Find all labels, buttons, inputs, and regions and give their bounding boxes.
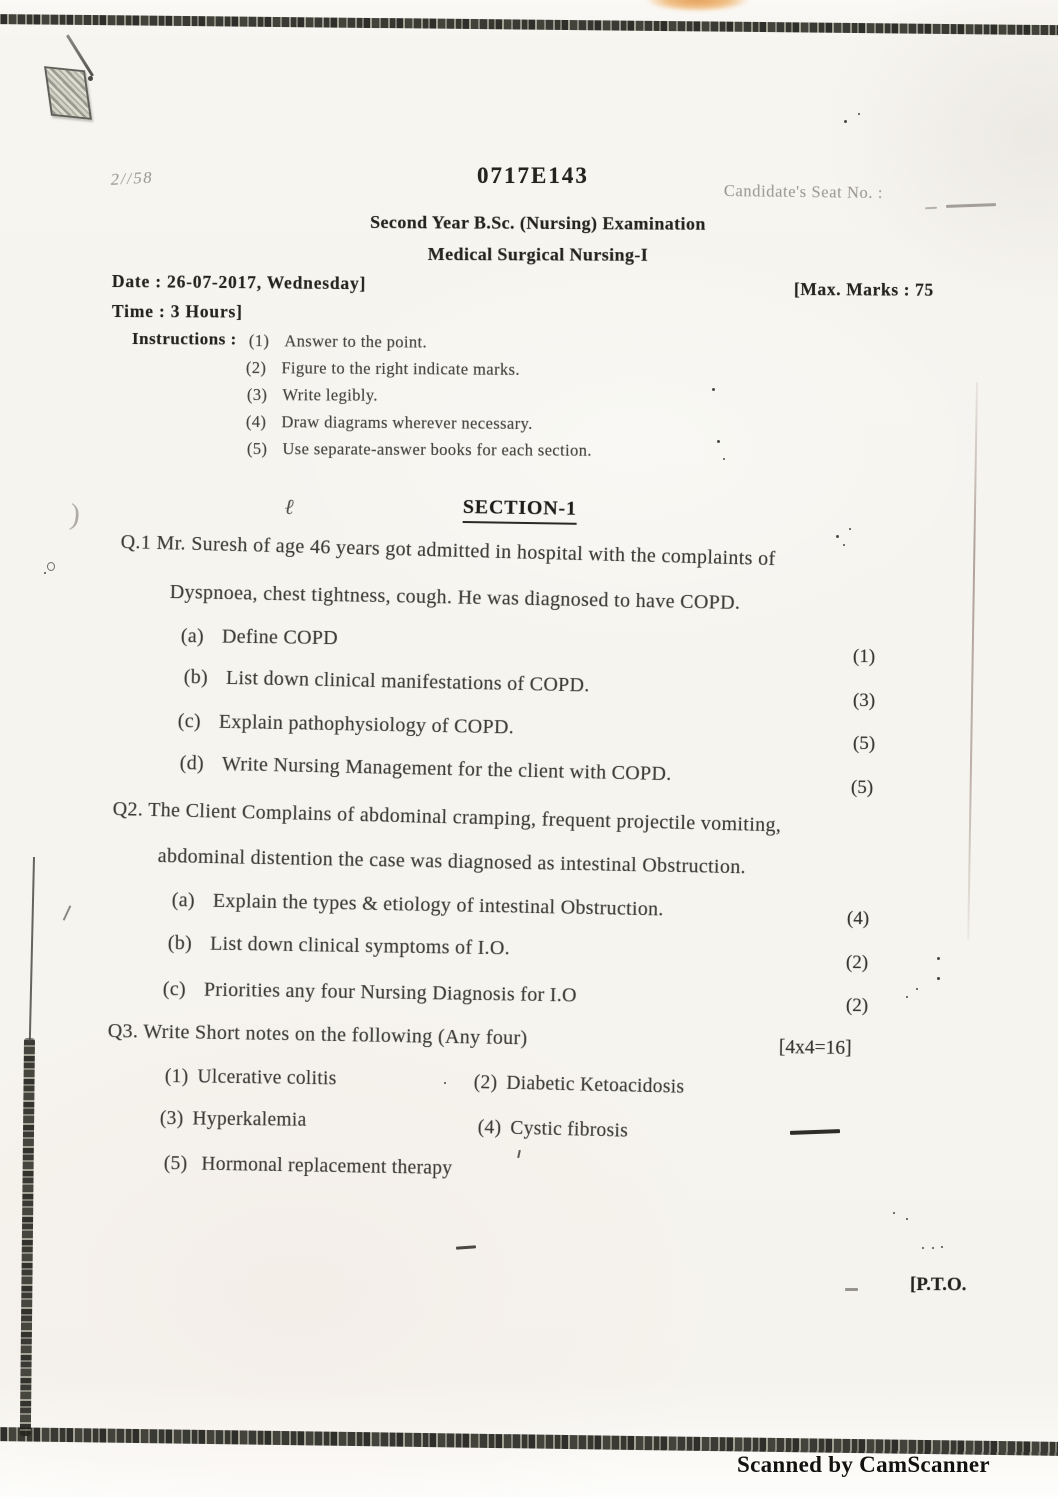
instruction-item [246,412,533,434]
topic-text: Hyperkalemia [192,1108,307,1131]
stray-tick [63,905,72,920]
q3-topic-3 [160,1108,307,1132]
q2-intro-line1: Q2. The Client Complains of abdominal cramping, frequent projectile vomiting, [112,798,782,837]
ink-speck [717,440,720,443]
instruction-num: (1) [248,331,270,351]
q3-topic-4 [477,1117,628,1143]
instruction-item [247,439,592,461]
q1-intro-line2: Dyspnoea, chest tightness, cough. He was diagnosed to have COPD. [169,581,741,614]
topic-num: (3) [159,1108,184,1130]
q3-topic-5 [164,1153,453,1180]
ink-speck [906,996,908,998]
q2-part-b-marks: (2) [845,952,869,974]
paper-code: 0717E143 [477,163,589,188]
scan-top-edge-band [0,14,1058,35]
q1-part-d-marks: (5) [850,777,874,799]
candidate-seat-label: Candidate's Seat No. : [723,181,884,203]
stray-dash [456,1245,476,1249]
stray-ring-mark [47,562,55,571]
q3-intro: Q3. Write Short notes on the following (Any four) [107,1020,528,1050]
q3-marks: [4x4=16] [778,1037,852,1060]
scan-left-edge-band [20,1038,35,1436]
ink-speck [906,1218,908,1220]
camscanner-watermark: Scanned by CamScanner [737,1452,990,1477]
corner-code: 2//58 [109,167,155,190]
ink-speck [444,1082,446,1084]
stray-dash [790,1129,840,1135]
ink-speck [88,76,93,81]
q2-part-b [168,932,510,960]
topic-num: (2) [473,1072,498,1094]
ink-speck [843,544,845,546]
instruction-item [247,385,378,406]
pto-label: [P.T.O. [909,1274,967,1296]
q1-part-b [184,666,590,697]
instruction-text: Figure to the right indicate marks. [281,358,520,379]
q1-part-c [178,710,515,739]
ink-speck [858,113,860,115]
q2-part-c [163,978,577,1008]
instruction-num: (2) [245,358,267,378]
q1-part-b-marks: (3) [852,690,876,712]
section-title: SECTION-1 [463,496,577,525]
dark-corner-patch [44,66,92,120]
topic-text: Diabetic Ketoacidosis [506,1072,685,1098]
exam-title: Second Year B.Sc. (Nursing) Examination [370,212,706,234]
part-label: (c) [177,710,202,733]
exam-date: Date : 26-07-2017, Wednesday] [111,271,367,294]
topic-num: (4) [477,1117,502,1139]
instruction-text: Draw diagrams wherever necessary. [281,412,533,434]
part-label: (b) [183,666,209,689]
ink-speck [941,1246,943,1248]
exam-time: Time : 3 Hours] [111,301,243,322]
q1-part-c-marks: (5) [852,733,876,755]
topic-num: (5) [163,1153,188,1175]
part-label: (c) [162,978,187,1001]
q1-part-a-marks: (1) [852,646,876,668]
q2-part-a-marks: (4) [846,908,870,930]
max-marks: [Max. Marks : 75 [793,279,934,300]
paper-crease-line [967,382,978,940]
orange-stain [645,0,750,12]
stray-dash [845,1288,858,1291]
q2-part-c-marks: (2) [845,995,869,1017]
q1-intro-line1: Q.1 Mr. Suresh of age 46 years got admitted in hospital with the complaints of [120,531,776,571]
topic-text: Hormonal replacement therapy [201,1153,453,1180]
ink-speck [893,1212,895,1214]
ink-speck [712,388,715,391]
ink-speck [937,957,940,960]
scan-left-edge-line [29,857,35,1042]
ink-speck [723,458,725,460]
part-label: (a) [171,889,196,912]
ink-speck [849,528,851,530]
instruction-text: Write legibly. [282,385,378,405]
topic-text: Cystic fibrosis [510,1117,629,1142]
ink-speck [916,988,918,990]
part-text: Write Nursing Management for the client with COPD. [221,752,672,786]
stray-tick [517,1150,521,1158]
part-text: List down clinical manifestations of COPD. [225,666,590,697]
stray-paren-mark: ) [68,497,82,532]
ink-speck [844,120,847,123]
seat-no-dash [946,203,996,207]
q2-intro-line2: abdominal distention the case was diagnosed as intestinal Obstruction. [157,845,747,879]
stray-loop-mark: ℓ [281,493,298,520]
part-label: (b) [167,932,193,955]
part-text: Explain the types & etiology of intestinal Obstruction. [212,889,664,921]
q1-part-a [181,625,338,650]
part-text: Priorities any four Nursing Diagnosis for I.O [203,978,577,1007]
seat-no-dash [925,207,937,210]
instruction-text: Use separate-answer books for each section. [282,439,592,460]
topic-text: Ulcerative colitis [197,1066,337,1090]
ink-speck [836,535,839,538]
subject-title: Medical Surgical Nursing-I [427,244,649,265]
part-label: (d) [179,752,205,775]
topic-num: (1) [164,1066,189,1088]
ink-speck [937,977,940,980]
part-label: (a) [180,625,205,648]
q2-part-a [172,889,664,921]
instruction-text: Answer to the point. [284,331,428,352]
q3-topic-1 [165,1066,337,1090]
part-text: List down clinical symptoms of I.O. [209,932,511,960]
q3-topic-2 [474,1072,685,1099]
part-text: Define COPD [221,625,339,650]
instruction-item [246,358,520,380]
instruction-item [249,331,427,353]
instruction-num: (5) [246,439,268,459]
instructions-label: Instructions : [131,329,237,349]
ink-speck [922,1247,924,1249]
instruction-num: (3) [246,385,268,405]
instruction-num: (4) [245,412,267,432]
ink-speck [44,572,46,574]
q1-part-d [179,752,671,786]
part-text: Explain pathophysiology of COPD. [218,710,515,739]
ink-speck [932,1247,934,1249]
